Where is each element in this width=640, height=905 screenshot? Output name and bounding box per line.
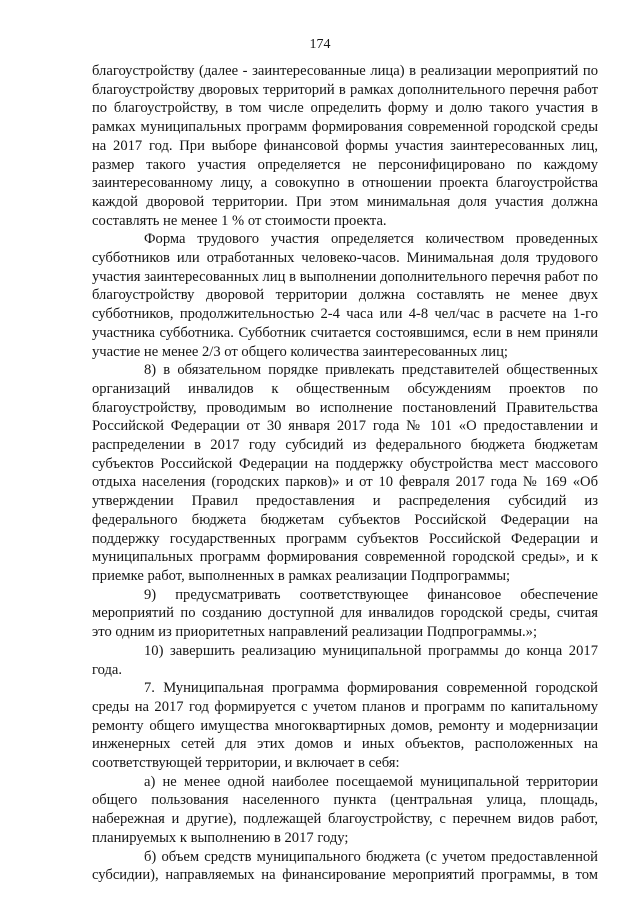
paragraph-item-8: 8) в обязательном порядке привлекать представителей общественных организаций инвалидов к общественным обсуждениям проектов по благоустройству, проводимым во исполнение постановлений Правительства Российской Федерации от 30 января 2017 года № 101 «О предоставлении и распределении в 2017 году субсидий из федерального бюджета бюджетам субъектов Российской Федерации на поддержку обустройства мест массового отдыха населения (городских парков)» и от 10 февраля 2017 года № 169 «Об утверждении Правил предоставления и распределения субсидий из федерального бюджета бюджетам субъектов Российской Федерации на поддержку государственных программ субъектов Российской Федерации и муниципальных программ формирования современной городской среды», и к приемке работ, выполненных в рамках реализации Подпрограммы; [92, 362, 598, 584]
page-number: 174 [309, 37, 331, 52]
paragraph-item-a: а) не менее одной наиболее посещаемой муниципальной территории общего пользования населенного пункта (центральная улица, площадь, набережная и другие), подлежащей благоустройству, с перечнем видов работ, планируемых к выполнению в 2017 году; [92, 773, 598, 846]
paragraph-labor-participation: Форма трудового участия определяется количеством проведенных субботников или отработанных человеко-часов. Минимальная доля трудового участия заинтересованных лиц в выполнении дополнительного перечня работ по благоустройству дворовой территории должна составлять не менее двух субботников, продолжительностью 2-4 часа или 4-8 чел/час в расчете на 1-го участника субботника. Субботник считается состоявшимся, если в нем приняли участие не менее 2/3 от общего количества заинтересованных лиц; [92, 231, 598, 360]
document-body [92, 62, 598, 885]
paragraph-participation-share: благоустройству (далее - заинтересованные лица) в реализации мероприятий по благоустройству дворовых территорий в рамках дополнительного перечня работ по благоустройству, в том числе определить форму и долю такого участия в рамках муниципальных программ формирования современной городской среды на 2017 год. При выборе финансовой формы участия заинтересованных лиц, размер такого участия определяется не персонифицировано по каждому заинтересованному лицу, а совокупно в отношении проекта благоустройства каждой дворовой территории. При этом минимальная доля участия должна составлять не менее 1 % от стоимости проекта. [92, 63, 598, 229]
paragraph-section-7: 7. Муниципальная программа формирования современной городской среды на 2017 год формируется с учетом планов и программ по капитальному ремонту общего имущества многоквартирных домов, ремонту и модернизации инженерных сетей для этих домов и иных объектов, расположенных на соответствующей территории, и включает в себя: [92, 680, 598, 772]
paragraph-item-10: 10) завершить реализацию муниципальной программы до конца 2017 года. [92, 642, 598, 678]
paragraph-item-9: 9) предусматривать соответствующее финансовое обеспечение мероприятий по созданию доступной для инвалидов городской среды, считая это одним из приоритетных направлений реализации Подпрограммы.»; [92, 586, 598, 641]
paragraph-item-b: б) объем средств муниципального бюджета (с учетом предоставленной субсидии), направляемых на финансирование мероприятий программы, в том [92, 848, 598, 884]
